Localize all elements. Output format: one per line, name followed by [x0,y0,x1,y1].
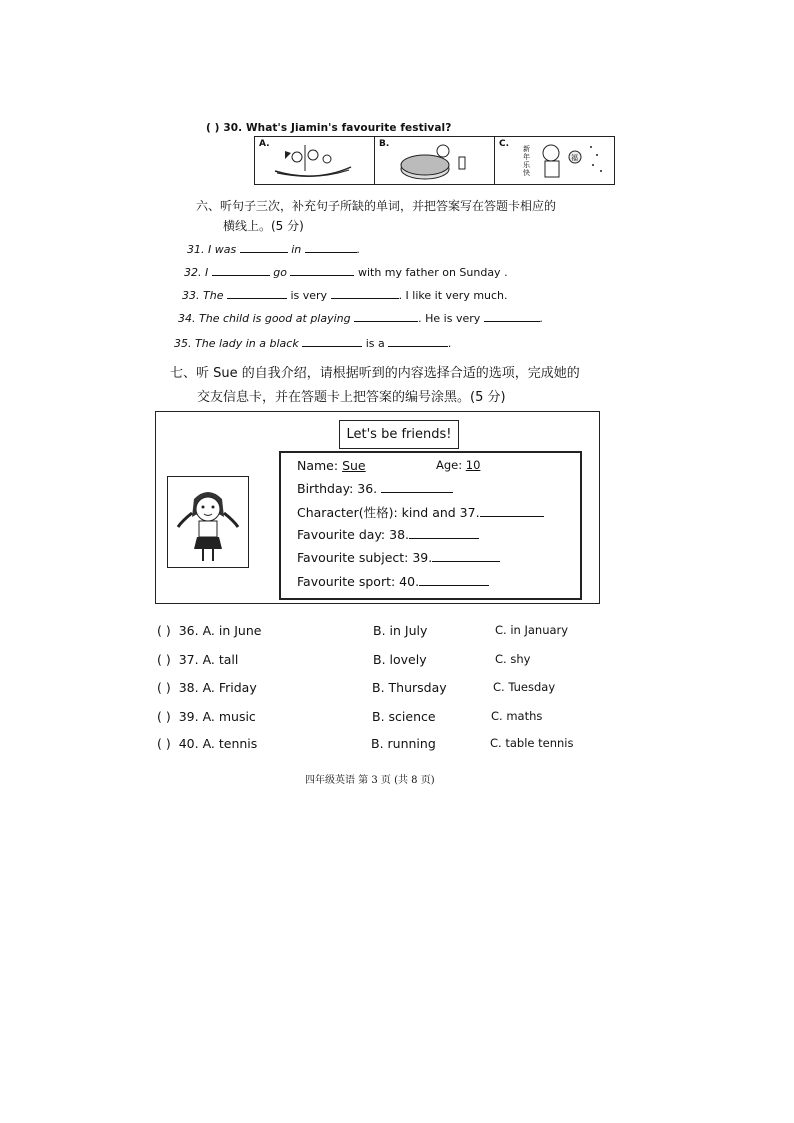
blank[interactable] [227,287,287,299]
option-c: C. shy [495,652,531,666]
blank[interactable] [419,573,489,586]
option-a: 37. A. tall [178,652,239,667]
age-value: 10 [465,458,481,472]
section-7-line-1: 七、听 Sue 的自我介绍，请根据听到的内容选择合适的选项，完成她的 [170,366,580,381]
answer-paren[interactable]: ( ) [157,736,171,751]
option-b: B. lovely [373,652,427,667]
blank[interactable] [354,310,418,322]
text: . [356,243,361,256]
option-c: C. table tennis [490,736,574,750]
option-a: 39. A. music [178,709,256,724]
birthday-label: Birthday: 36. [297,481,378,496]
girl-photo [167,476,249,568]
section-6-title-2: 横线上。(5 分) [223,219,304,233]
option-a: 36. A. in June [178,623,262,638]
section-7-instructions [170,362,610,410]
item-number: 33. [182,289,200,302]
answer-paren[interactable]: ( ) [157,623,171,638]
char: 乐 [523,161,530,169]
question-30 [206,122,451,134]
name-label: Name: [297,458,339,473]
sport-row [297,573,489,589]
section-7-line-2: 交友信息卡，并在答题卡上把答案的编号涂黑。(5 分) [197,390,506,405]
age-label: Age: [436,458,463,472]
blank[interactable] [480,504,544,517]
item-number: 34. [178,312,196,325]
text: The lady in a black [195,337,299,350]
question-30-text: 30. What's Jiamin's favourite festival? [223,122,452,134]
option-row-39 [157,709,256,724]
subject-row [297,549,500,565]
spring-festival-illustration [495,137,614,184]
section-6-title: 六、听句子三次，补充句子所缺的单词，并把答案写在答题卡相应的 [196,199,557,213]
mooncake-illustration [375,137,494,184]
text: is very [290,289,328,302]
char: 快 [523,169,530,177]
girl-illustration [168,477,248,567]
name-value: Sue [342,458,366,473]
picture-option-b [375,137,495,184]
answer-paren[interactable]: ( ) [157,709,171,724]
char: 福 [571,154,578,162]
text: . [539,312,544,325]
text: is a [365,337,385,350]
picture-options [254,136,615,185]
blank[interactable] [240,241,288,253]
text: The [203,289,224,302]
birthday-row [297,480,453,496]
sport-label: Favourite sport: 40. [297,574,420,589]
item-34 [178,310,543,325]
option-c: C. maths [491,709,543,723]
option-row-40 [157,736,257,751]
item-number: 35. [174,337,192,350]
page-footer: 四年级英语 第 3 页 (共 8 页) [305,775,435,786]
text: . [448,337,452,350]
text: I [205,266,209,279]
option-b: B. running [371,736,436,751]
option-label: C. [499,139,510,149]
item-number: 32. [184,266,202,279]
option-row-37 [157,652,238,667]
option-a: 40. A. tennis [178,736,258,751]
text: in [291,243,302,256]
blank[interactable] [381,480,453,493]
option-row-38 [157,680,257,695]
answer-paren: ( ) [206,122,220,134]
picture-option-a [255,137,375,184]
item-33 [182,287,508,302]
blank[interactable] [484,310,540,322]
subject-label: Favourite subject: 39. [297,550,433,565]
answer-paren[interactable]: ( ) [157,652,171,667]
blank[interactable] [331,287,399,299]
option-b: B. in July [373,623,428,638]
item-31 [187,241,360,256]
section-6-instructions [196,196,616,236]
char: 年 [523,153,530,161]
card-title: Let's be friends! [339,420,459,449]
text: I was [208,243,237,256]
blank[interactable] [302,335,362,347]
character-label: Character(性格): kind and 37. [297,505,480,520]
text: The child is good at playing [199,312,351,325]
option-b: B. Thursday [372,680,447,695]
option-label: B. [379,139,390,149]
day-row [297,526,479,542]
text: . He is very [418,312,481,325]
text: go [273,266,287,279]
option-b: B. science [372,709,436,724]
text: with my father on Sunday . [357,266,508,279]
option-label: A. [259,139,270,149]
picture-option-c [495,137,614,184]
option-c: C. Tuesday [493,680,556,694]
day-label: Favourite day: 38. [297,527,409,542]
blank[interactable] [432,549,500,562]
option-row-36 [157,623,261,638]
item-32 [184,264,508,279]
dragon-boat-illustration [255,137,374,184]
character-row [297,503,544,521]
blank[interactable] [305,241,357,253]
age-row [436,458,480,472]
text: . I like it very much. [398,289,508,302]
answer-paren[interactable]: ( ) [157,680,171,695]
item-35 [174,335,452,350]
blank[interactable] [290,264,354,276]
name-row [297,458,366,473]
option-a: 38. A. Friday [178,680,257,695]
option-c: C. in January [495,623,569,637]
blank[interactable] [388,335,448,347]
blank[interactable] [212,264,270,276]
item-number: 31. [187,243,205,256]
char: 新 [523,145,530,153]
blank[interactable] [409,526,479,539]
